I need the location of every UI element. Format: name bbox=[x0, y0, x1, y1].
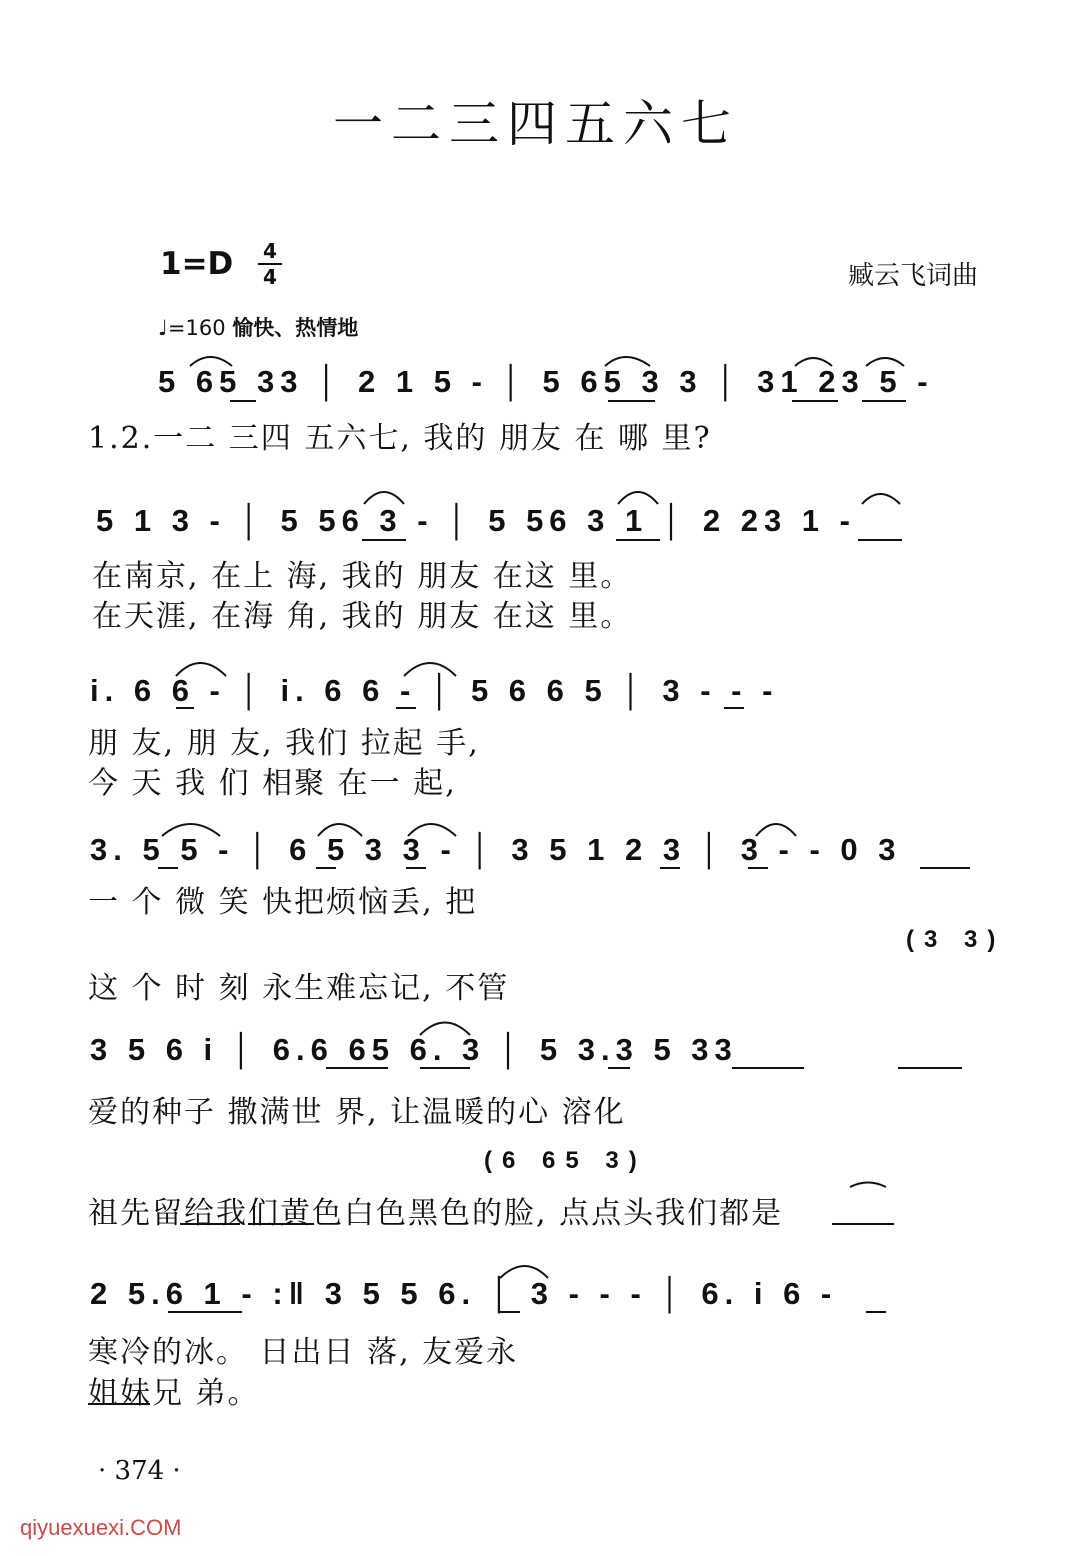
site-watermark: qiyuexuexi.COM bbox=[20, 1515, 182, 1540]
staff-6-notes: 2 5.6 1 - :‖ 3 5 5 6. │ 3 - - - │ 6. i 6 - bbox=[90, 1276, 838, 1311]
staff-5-lyric-verse1: 爱的种子 撒满世 界, 让温暖的心 溶化 bbox=[88, 1095, 626, 1130]
staff-4-lyric-verse2: 这 个 时 刻 永生难忘记, 不管 bbox=[88, 971, 510, 1006]
staff-4-alternate-notes: (3 3) bbox=[906, 926, 1006, 953]
slur-mark bbox=[795, 358, 832, 366]
slur-mark bbox=[318, 824, 362, 836]
meter-bottom: 4 bbox=[263, 265, 277, 289]
staff-6-lyric-verse2: 姐妹兄 弟。 bbox=[88, 1376, 260, 1411]
slur-mark bbox=[850, 1183, 886, 1188]
slur-mark bbox=[176, 663, 226, 676]
staff-3-lyric-verse2: 今 天 我 们 相聚 在一 起, bbox=[88, 766, 457, 801]
staff-2-lyric-verse1: 在南京, 在上 海, 我的 朋友 在这 里。 bbox=[92, 559, 633, 594]
slur-mark bbox=[618, 492, 658, 504]
slur-mark bbox=[364, 492, 404, 504]
staff-3-lyric-verse1: 朋 友, 朋 友, 我们 拉起 手, bbox=[88, 726, 480, 761]
staff-1-lyric: 1.2.一二 三四 五六七, 我的 朋友 在 哪 里? bbox=[88, 421, 712, 456]
slur-mark bbox=[756, 824, 796, 836]
staff-2-notes: 5 1 3 - │ 5 56 3 - │ 5 56 3 1 │ 2 23 1 - bbox=[96, 503, 856, 538]
tempo-mark: ♩=160 bbox=[158, 316, 226, 340]
staff-2-lyric-verse2: 在天涯, 在海 角, 我的 朋友 在这 里。 bbox=[92, 599, 633, 634]
staff-5-notes: 3 5 6 i │ 6.6 65 6. 3 │ 5 3.3 5 33 bbox=[90, 1032, 738, 1067]
slur-mark bbox=[162, 824, 220, 836]
page-number: · 374 · bbox=[98, 1456, 181, 1486]
key-signature: 1=D bbox=[160, 246, 234, 282]
slur-mark bbox=[862, 494, 900, 504]
staff-5-lyric-verse2: 祖先留给我们黄色白色黑色的脸, 点点头我们都是 bbox=[88, 1196, 784, 1231]
staff-1-notes: 5 65 33 │ 2 1 5 - │ 5 65 3 3 │ 31 23 5 - bbox=[158, 364, 934, 399]
slur-mark bbox=[190, 357, 232, 366]
slur-mark bbox=[605, 357, 650, 366]
song-title: 一二三四五六七 bbox=[333, 95, 739, 153]
staff-5-alternate-notes: (6 65 3) bbox=[484, 1147, 647, 1174]
slur-mark bbox=[404, 663, 456, 676]
staff-4-notes: 3. 5 5 - │ 6 5 3 3 - │ 3 5 1 2 3 │ 3 - - 0 3 bbox=[90, 832, 902, 867]
staff-3-notes: i. 6 6 - │ i. 6 6 - │ 5 6 6 5 │ 3 - - - bbox=[90, 673, 779, 708]
slur-mark bbox=[500, 1266, 548, 1278]
staff-6-lyric-verse1: 寒冷的冰。 日出日 落, 友爱永 bbox=[88, 1335, 519, 1370]
slur-mark bbox=[420, 1023, 470, 1036]
slur-mark bbox=[866, 358, 904, 366]
composer-credit: 臧云飞词曲 bbox=[847, 261, 978, 291]
expression-mark: 愉快、热情地 bbox=[232, 316, 359, 340]
staff-4-lyric-verse1: 一 个 微 笑 快把烦恼丢, 把 bbox=[88, 885, 478, 920]
meter-top: 4 bbox=[263, 239, 277, 263]
slur-mark bbox=[408, 824, 456, 836]
